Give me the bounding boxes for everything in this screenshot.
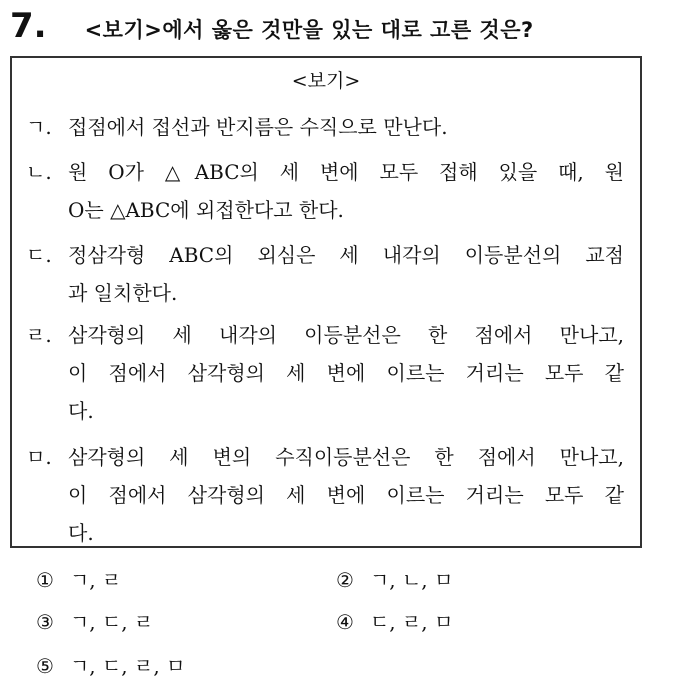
choice-5[interactable] [36, 650, 185, 679]
statement-line: 원 O가 △ABC의 세 변에 모두 접해 있을 때, 원 [68, 160, 624, 184]
question-number: 7. [10, 6, 47, 46]
choice-text: ㄱ, ㄴ, ㅁ [369, 568, 454, 592]
bogi-title: <보기> [291, 70, 361, 92]
choice-number: ③ [36, 610, 54, 634]
choice-2[interactable] [336, 564, 453, 593]
statement-marker: ㄹ. [26, 323, 52, 347]
statement-marker: ㄱ. [26, 115, 52, 139]
choice-text: ㄱ, ㄷ, ㄹ, ㅁ [69, 654, 186, 678]
statement-line: 다. [68, 399, 94, 423]
question-text: <보기>에서 옳은 것만을 있는 대로 고른 것은? [84, 18, 534, 42]
statement-marker: ㅁ. [26, 445, 52, 469]
choice-text: ㄱ, ㄹ [69, 568, 122, 592]
statement-line: 정삼각형 ABC의 외심은 세 내각의 이등분선의 교점 [68, 243, 624, 267]
statement-line: 과 일치한다. [68, 281, 178, 305]
question-header [10, 6, 534, 46]
choice-text: ㄷ, ㄹ, ㅁ [369, 610, 454, 634]
choice-3[interactable] [36, 606, 153, 635]
statement-line: 접점에서 접선과 반지름은 수직으로 만난다. [68, 115, 448, 139]
statement-line: 다. [68, 521, 94, 545]
statement-line: O는 △ABC에 외접한다고 한다. [68, 198, 344, 222]
statement-line: 이 점에서 삼각형의 세 변에 이르는 거리는 모두 같 [68, 483, 624, 507]
choice-4[interactable] [336, 606, 453, 635]
statement-line: 이 점에서 삼각형의 세 변에 이르는 거리는 모두 같 [68, 361, 624, 385]
choice-1[interactable] [36, 564, 121, 593]
choice-number: ② [336, 568, 354, 592]
statement-marker: ㄷ. [26, 243, 52, 267]
choice-text: ㄱ, ㄷ, ㄹ [69, 610, 154, 634]
choice-number: ⑤ [36, 654, 54, 678]
choice-number: ① [36, 568, 54, 592]
statement-line: 삼각형의 세 변의 수직이등분선은 한 점에서 만나고, [68, 445, 624, 469]
choice-number: ④ [336, 610, 354, 634]
statement-line: 삼각형의 세 내각의 이등분선은 한 점에서 만나고, [68, 323, 624, 347]
statement-marker: ㄴ. [26, 160, 52, 184]
bogi-box [10, 56, 642, 548]
